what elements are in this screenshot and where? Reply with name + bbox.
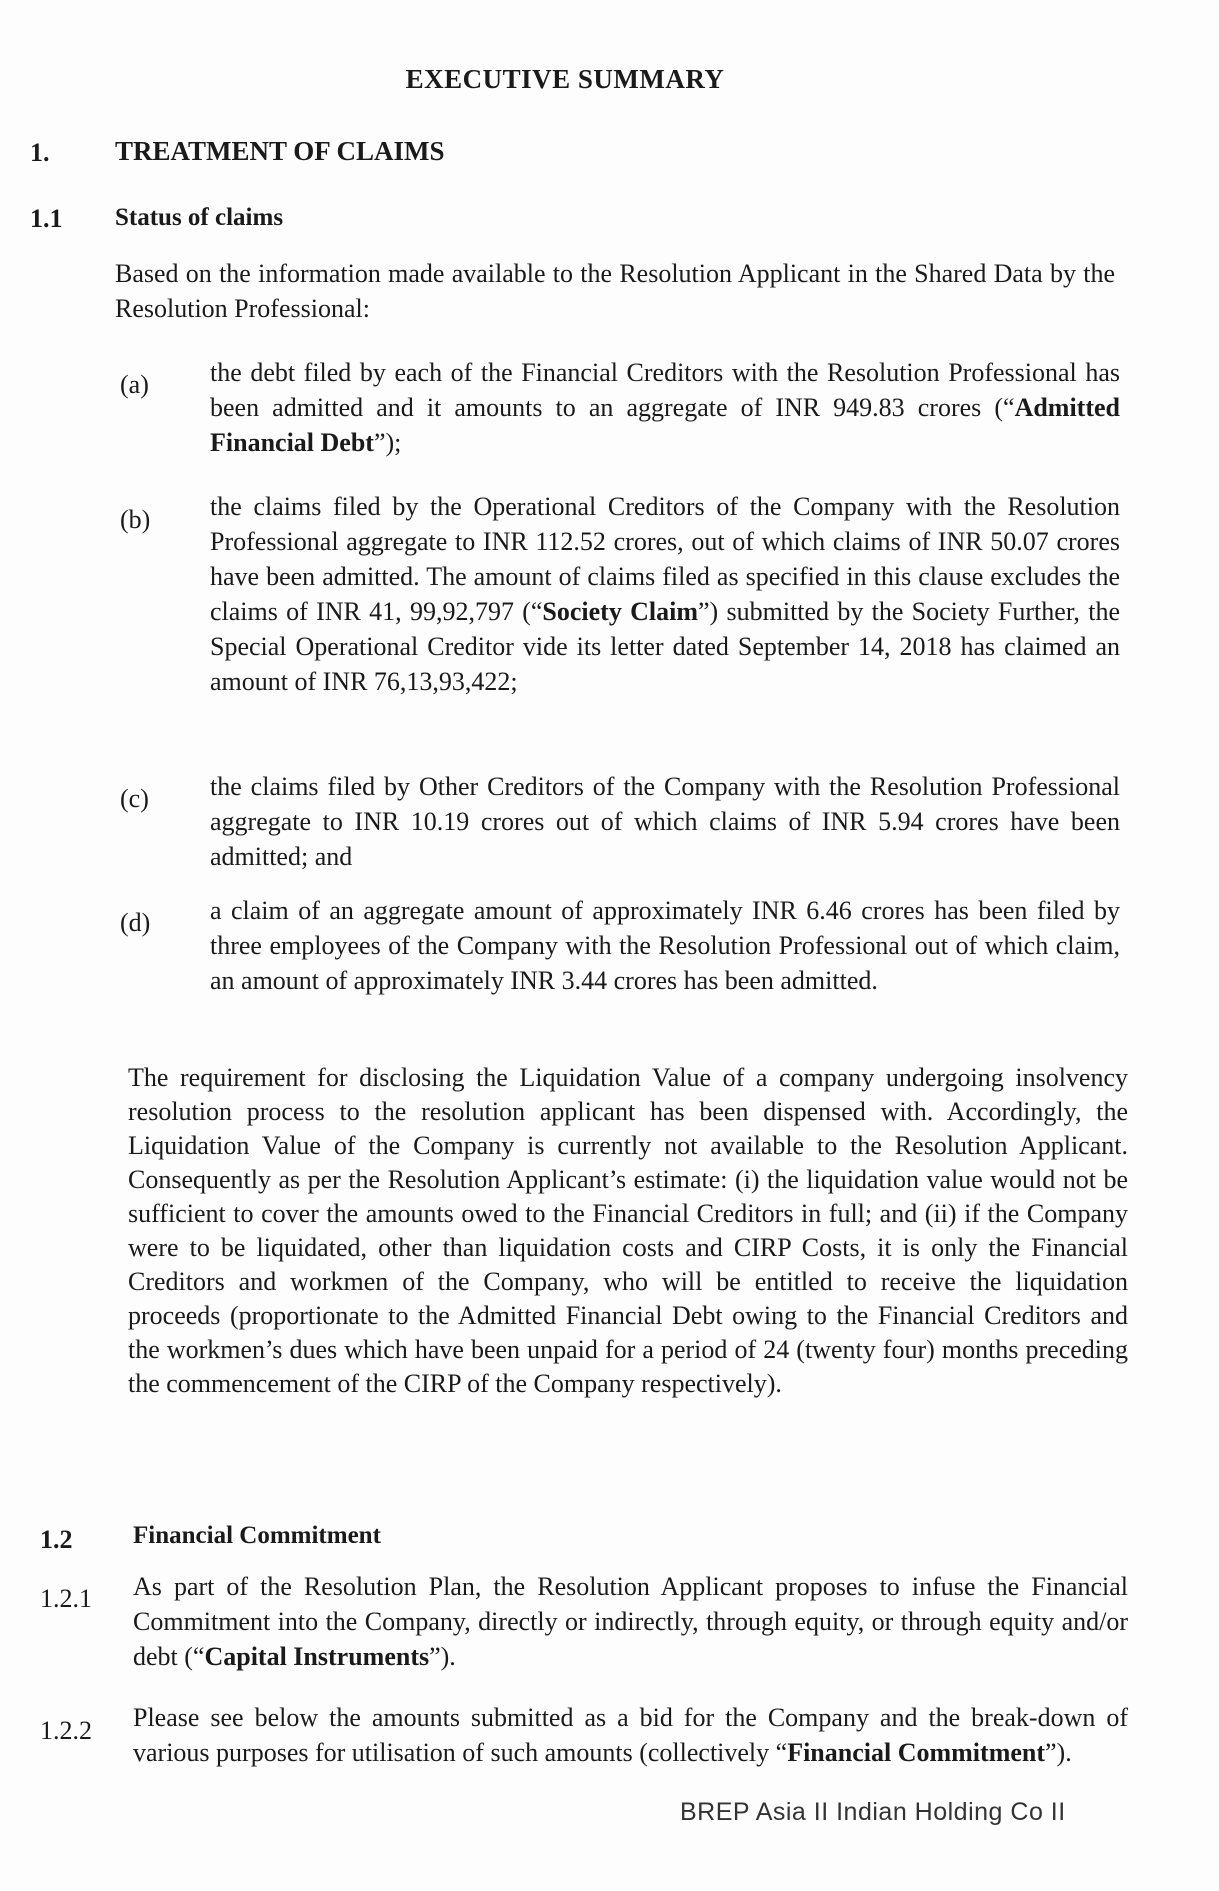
page-title: EXECUTIVE SUMMARY bbox=[405, 64, 725, 94]
clause-1-2-1-text-after: ”). bbox=[429, 1642, 456, 1671]
section-1-heading: TREATMENT OF CLAIMS bbox=[115, 136, 445, 166]
item-b-defined-term: Society Claim bbox=[542, 597, 699, 626]
section-1-2-number: 1.2 bbox=[40, 1525, 73, 1554]
clause-1-2-2-defined-term: Financial Commitment bbox=[787, 1738, 1046, 1767]
item-b-text bbox=[210, 489, 1120, 699]
item-b-label: (b) bbox=[120, 505, 151, 534]
item-b-text-before: the claims filed by the Operational Creditors of the Company with the Resolution Professional aggregate to INR 112.52 crores, out of which claims of INR 50.07 crores have been admitted. The amount of claims filed as specified in this clause excludes the claims of INR 41, 99,92,797 (“ bbox=[210, 492, 1120, 626]
clause-1-2-2-text-after: ”). bbox=[1045, 1738, 1072, 1767]
clause-1-2-1-number: 1.2.1 bbox=[40, 1584, 92, 1613]
item-c-text-before: the claims filed by Other Creditors of the Company with the Resolution Professional aggregate to INR 10.19 crores out of which claims of INR 5.94 crores have been admitted; and bbox=[210, 772, 1120, 871]
item-c-label: (c) bbox=[120, 784, 149, 813]
item-b-text-after: ”) submitted by the Society Further, the Special Operational Creditor vide its letter dated September 14, 2018 has claimed an amount of INR 76,13,93,422; bbox=[210, 597, 1120, 696]
item-d-text-before: a claim of an aggregate amount of approximately INR 6.46 crores has been filed by three employees of the Company with the Resolution Professional out of which claim, an amount of approximately INR 3.44 crores has been admitted. bbox=[210, 896, 1120, 995]
clause-1-2-1-text bbox=[133, 1569, 1128, 1674]
section-1-1-heading: Status of claims bbox=[115, 204, 284, 231]
item-a-text bbox=[210, 355, 1120, 460]
footer-entity-name: BREP Asia II Indian Holding Co II bbox=[680, 1798, 1066, 1826]
clause-1-2-2-number: 1.2.2 bbox=[40, 1716, 92, 1745]
item-a-text-before: the debt filed by each of the Financial Creditors with the Resolution Professional has been admitted and it amounts to an aggregate of INR 949.83 crores (“ bbox=[210, 358, 1120, 422]
item-d-text bbox=[210, 893, 1120, 998]
liquidation-paragraph: The requirement for disclosing the Liquidation Value of a company undergoing insolvency resolution process to the resolution applicant has been dispensed with. Accordingly, the Liquidation Value of the Company is currently not available to the Resolution Applicant. Consequently as per the Resolution Applicant’s estimate: (i) the liquidation value would not be sufficient to cover the amounts owed to the Financial Creditors in full; and (ii) if the Company were to be liquidated, other than liquidation costs and CIRP Costs, it is only the Financial Creditors and workmen of the Company, who will be entitled to receive the liquidation proceeds (proportionate to the Admitted Financial Debt owing to the Financial Creditors and the workmen’s dues which have been unpaid for a period of 24 (twenty four) months preceding the commencement of the CIRP of the Company respectively). bbox=[128, 1063, 1128, 1398]
item-a-defined-term: Admitted Financial Debt bbox=[210, 393, 1120, 457]
intro-paragraph: Based on the information made available to the Resolution Applicant in the Shared Data by the Resolution Professional: bbox=[115, 259, 1115, 323]
clause-1-2-2-text bbox=[133, 1700, 1128, 1770]
item-d-label: (d) bbox=[120, 908, 151, 937]
clause-1-2-1-defined-term: Capital Instruments bbox=[204, 1642, 430, 1671]
section-1-1-number: 1.1 bbox=[30, 204, 63, 233]
item-a-label: (a) bbox=[120, 370, 149, 399]
item-c-text bbox=[210, 769, 1120, 874]
item-a-text-after: ”); bbox=[373, 428, 402, 457]
clause-1-2-2-text-before: Please see below the amounts submitted as a bid for the Company and the break-down of various purposes for utilisation of such amounts (collectively “ bbox=[133, 1703, 1128, 1767]
clause-1-2-1-text-before: As part of the Resolution Plan, the Resolution Applicant proposes to infuse the Financial Commitment into the Company, directly or indirectly, through equity, or through equity and/or debt (“ bbox=[133, 1572, 1128, 1671]
section-1-number: 1. bbox=[30, 138, 50, 167]
section-1-2-heading: Financial Commitment bbox=[133, 1522, 381, 1549]
